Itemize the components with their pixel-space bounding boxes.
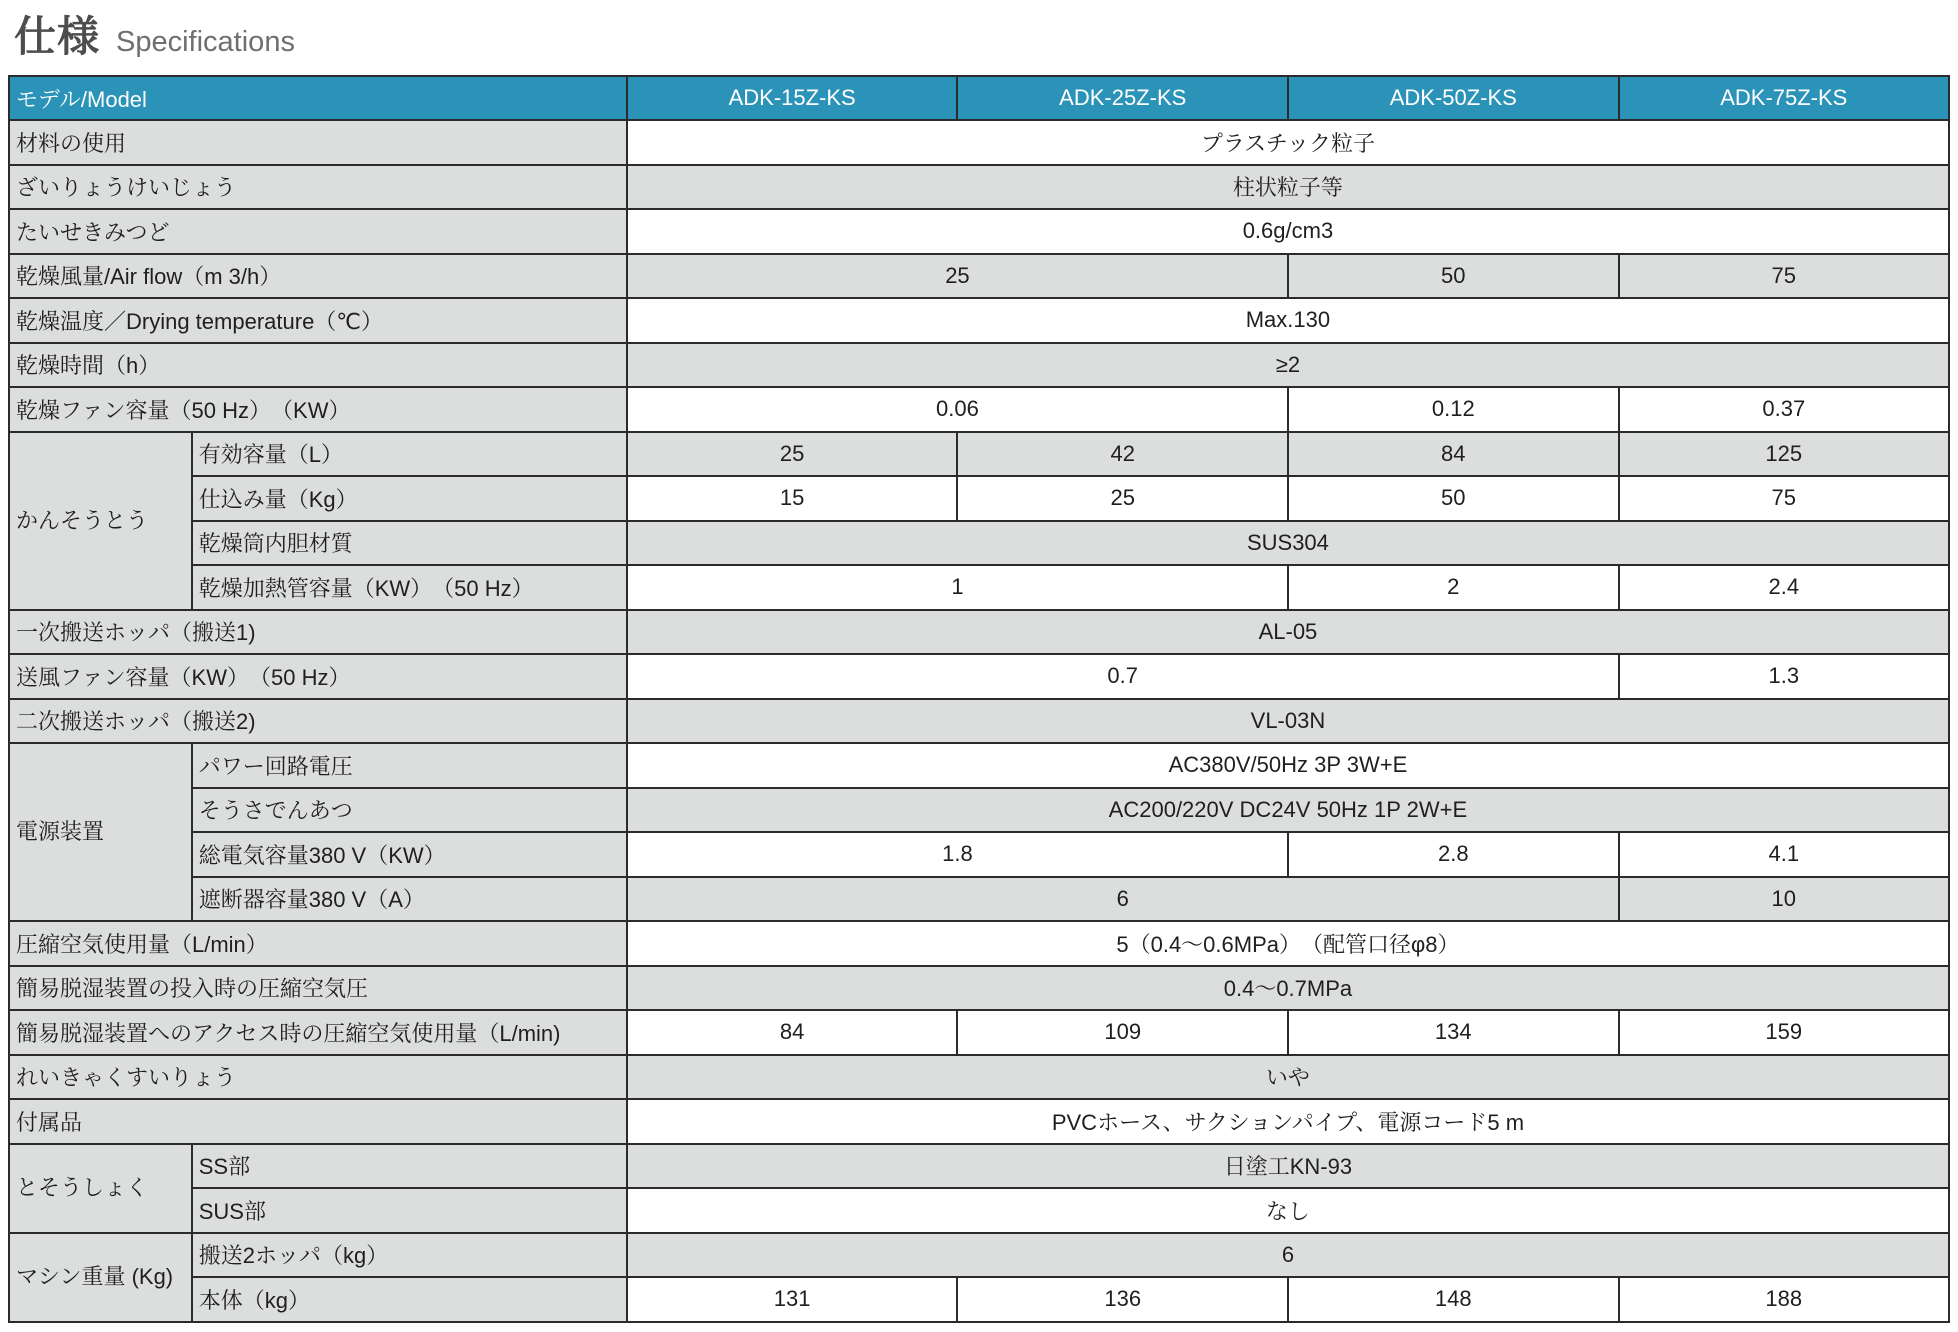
- row-sublabel: 仕込み量（Kg）: [192, 476, 627, 521]
- cell-value: プラスチック粒子: [627, 120, 1949, 165]
- table-row: [9, 1055, 1949, 1100]
- row-sublabel: パワー回路電圧: [192, 743, 627, 788]
- cell-value: AL-05: [627, 610, 1949, 655]
- cell-value: 0.12: [1288, 387, 1619, 432]
- table-row: [9, 254, 1949, 299]
- cell-value: 109: [957, 1010, 1288, 1055]
- cell-value: 1: [627, 565, 1288, 610]
- table-row: [9, 1233, 1949, 1278]
- cell-value: 0.4～0.7MPa: [627, 966, 1949, 1011]
- cell-value: 50: [1288, 476, 1619, 521]
- cell-value: 10: [1619, 877, 1949, 922]
- row-label: 送風ファン容量（KW） （50 Hz）: [9, 654, 627, 699]
- table-row: [9, 432, 1949, 477]
- model-column-header: ADK-15Z-KS: [627, 76, 958, 120]
- page-title-en: Specifications: [116, 26, 295, 58]
- table-row: [9, 1010, 1949, 1055]
- cell-value: 2.8: [1288, 832, 1619, 877]
- model-column-header: ADK-50Z-KS: [1288, 76, 1619, 120]
- cell-value: 15: [627, 476, 958, 521]
- model-header-label: モデル/Model: [9, 76, 627, 120]
- row-label: 簡易脱湿装置へのアクセス時の圧縮空気使用量（L/min): [9, 1010, 627, 1055]
- row-label: たいせきみつど: [9, 209, 627, 254]
- row-sublabel: 総電気容量380 V（KW）: [192, 832, 627, 877]
- row-sublabel: 乾燥筒内胆材質: [192, 521, 627, 566]
- cell-value: Max.130: [627, 298, 1949, 343]
- cell-value: VL-03N: [627, 699, 1949, 744]
- cell-value: 25: [957, 476, 1288, 521]
- specs-table: [8, 75, 1950, 1323]
- table-row: [9, 654, 1949, 699]
- cell-value: 25: [627, 432, 958, 477]
- cell-value: なし: [627, 1188, 1949, 1233]
- row-sublabel: 遮断器容量380 V（A）: [192, 877, 627, 922]
- cell-value: 1.8: [627, 832, 1288, 877]
- row-sublabel: SUS部: [192, 1188, 627, 1233]
- cell-value: 148: [1288, 1277, 1619, 1322]
- cell-value: 1.3: [1619, 654, 1949, 699]
- cell-value: 125: [1619, 432, 1949, 477]
- cell-value: AC380V/50Hz 3P 3W+E: [627, 743, 1949, 788]
- table-row: [9, 1277, 1949, 1322]
- cell-value: 50: [1288, 254, 1619, 299]
- cell-value: 131: [627, 1277, 958, 1322]
- table-row: [9, 298, 1949, 343]
- cell-value: 188: [1619, 1277, 1949, 1322]
- row-group-label: かんそうとう: [9, 432, 192, 610]
- row-label: 材料の使用: [9, 120, 627, 165]
- row-label: 付属品: [9, 1099, 627, 1144]
- table-row: [9, 165, 1949, 210]
- row-label: れいきゃくすいりょう: [9, 1055, 627, 1100]
- row-label: 乾燥温度／Drying temperature（℃）: [9, 298, 627, 343]
- table-row: [9, 610, 1949, 655]
- cell-value: 134: [1288, 1010, 1619, 1055]
- table-row: [9, 120, 1949, 165]
- model-column-header: ADK-75Z-KS: [1619, 76, 1949, 120]
- spec-table-container: [8, 75, 1950, 1323]
- cell-value: 4.1: [1619, 832, 1949, 877]
- row-label: 二次搬送ホッパ（搬送2): [9, 699, 627, 744]
- row-label: 圧縮空気使用量（L/min）: [9, 921, 627, 966]
- cell-value: 5（0.4～0.6MPa） （配管口径φ8）: [627, 921, 1949, 966]
- row-sublabel: そうさでんあつ: [192, 788, 627, 833]
- row-sublabel: 有効容量（L）: [192, 432, 627, 477]
- header-row: [9, 76, 1949, 120]
- cell-value: 2: [1288, 565, 1619, 610]
- table-row: [9, 1188, 1949, 1233]
- table-row: [9, 565, 1949, 610]
- cell-value: PVCホース、サクションパイプ、電源コード5 m: [627, 1099, 1949, 1144]
- cell-value: 0.06: [627, 387, 1288, 432]
- row-sublabel: 本体（kg）: [192, 1277, 627, 1322]
- row-label: ざいりょうけいじょう: [9, 165, 627, 210]
- cell-value: 2.4: [1619, 565, 1949, 610]
- cell-value: ≥2: [627, 343, 1949, 388]
- table-row: [9, 699, 1949, 744]
- cell-value: 84: [627, 1010, 958, 1055]
- cell-value: 25: [627, 254, 1288, 299]
- table-row: [9, 476, 1949, 521]
- cell-value: 75: [1619, 254, 1949, 299]
- cell-value: 6: [627, 1233, 1949, 1278]
- row-label: 乾燥時間（h）: [9, 343, 627, 388]
- page-title: [14, 4, 295, 64]
- cell-value: 柱状粒子等: [627, 165, 1949, 210]
- row-label: 乾燥風量/Air flow（m 3/h）: [9, 254, 627, 299]
- cell-value: 0.6g/cm3: [627, 209, 1949, 254]
- cell-value: AC200/220V DC24V 50Hz 1P 2W+E: [627, 788, 1949, 833]
- table-row: [9, 1144, 1949, 1189]
- row-group-label: とそうしょく: [9, 1144, 192, 1233]
- cell-value: 75: [1619, 476, 1949, 521]
- row-sublabel: 乾燥加熱管容量（KW） （50 Hz）: [192, 565, 627, 610]
- cell-value: SUS304: [627, 521, 1949, 566]
- row-group-label: マシン重量 (Kg): [9, 1233, 192, 1322]
- row-label: 簡易脱湿装置の投入時の圧縮空気圧: [9, 966, 627, 1011]
- table-row: [9, 209, 1949, 254]
- cell-value: 6: [627, 877, 1619, 922]
- row-label: 一次搬送ホッパ（搬送1): [9, 610, 627, 655]
- table-row: [9, 1099, 1949, 1144]
- cell-value: 84: [1288, 432, 1619, 477]
- model-column-header: ADK-25Z-KS: [957, 76, 1288, 120]
- cell-value: 0.7: [627, 654, 1619, 699]
- table-row: [9, 743, 1949, 788]
- row-sublabel: 搬送2ホッパ（kg）: [192, 1233, 627, 1278]
- table-row: [9, 832, 1949, 877]
- row-label: 乾燥ファン容量（50 Hz） （KW）: [9, 387, 627, 432]
- cell-value: 日塗工KN-93: [627, 1144, 1949, 1189]
- table-row: [9, 877, 1949, 922]
- cell-value: いや: [627, 1055, 1949, 1100]
- table-row: [9, 343, 1949, 388]
- table-row: [9, 788, 1949, 833]
- row-group-label: 電源装置: [9, 743, 192, 921]
- cell-value: 159: [1619, 1010, 1949, 1055]
- cell-value: 136: [957, 1277, 1288, 1322]
- table-row: [9, 521, 1949, 566]
- page-title-ja: 仕様: [14, 13, 101, 60]
- cell-value: 0.37: [1619, 387, 1949, 432]
- row-sublabel: SS部: [192, 1144, 627, 1189]
- cell-value: 42: [957, 432, 1288, 477]
- spec-table-body: [9, 120, 1949, 1322]
- table-row: [9, 966, 1949, 1011]
- table-row: [9, 387, 1949, 432]
- table-row: [9, 921, 1949, 966]
